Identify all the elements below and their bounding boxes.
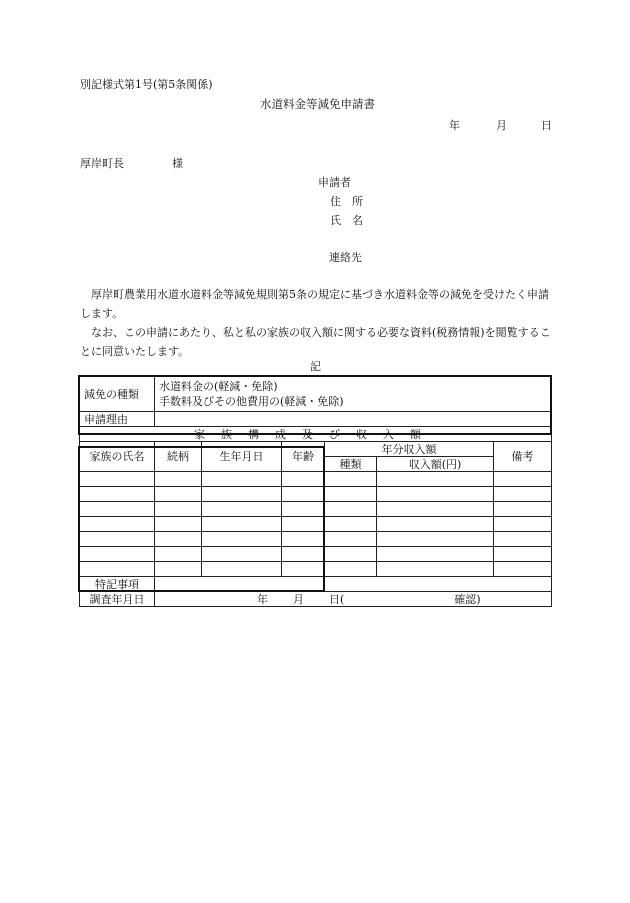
header-family-name: 家族の氏名	[80, 442, 155, 472]
table-row	[80, 547, 552, 562]
age-cell[interactable]	[282, 517, 325, 532]
exemption-type-row	[80, 377, 552, 412]
survey-date-label: 調査年月日	[80, 592, 155, 607]
birthdate-cell[interactable]	[202, 532, 282, 547]
remarks-cell[interactable]	[494, 487, 552, 502]
table-row	[80, 532, 552, 547]
notes-label: 特記事項	[80, 577, 155, 592]
addressee-honorific: 様	[172, 157, 183, 170]
applicant-name-label: 氏 名	[330, 214, 363, 227]
applicant-address-label: 住 所	[330, 195, 363, 208]
body-text	[80, 285, 552, 361]
birthdate-cell[interactable]	[202, 472, 282, 487]
income-amount-cell[interactable]	[377, 517, 494, 532]
survey-day-label: 日(	[329, 592, 345, 606]
income-amount-cell[interactable]	[377, 562, 494, 577]
notes-row	[80, 577, 552, 592]
applicant-contact-label: 連絡先	[329, 251, 362, 264]
body-paragraph-2: なお、この申請にあたり、私と私の家族の収入額に関する必要な資料(税務情報)を閲覧することに同意いたします。	[80, 326, 551, 358]
relation-cell[interactable]	[155, 547, 202, 562]
family-name-cell[interactable]	[80, 502, 155, 517]
relation-cell[interactable]	[155, 517, 202, 532]
birthdate-cell[interactable]	[202, 562, 282, 577]
header-annual-income: 年分収入額	[325, 442, 494, 457]
relation-cell[interactable]	[155, 502, 202, 517]
family-name-cell[interactable]	[80, 472, 155, 487]
age-cell[interactable]	[282, 472, 325, 487]
exemption-option-water[interactable]: 水道料金の(軽減・免除)	[159, 380, 278, 393]
remarks-cell[interactable]	[494, 472, 552, 487]
remarks-cell[interactable]	[494, 562, 552, 577]
income-amount-cell[interactable]	[377, 547, 494, 562]
age-cell[interactable]	[282, 532, 325, 547]
reason-row	[80, 412, 552, 427]
header-income-type: 種類	[325, 457, 377, 472]
form-number: 別記様式第1号(第5条関係)	[80, 78, 213, 91]
income-type-cell[interactable]	[325, 562, 377, 577]
survey-month-label: 月	[293, 592, 304, 606]
document-title: 水道料金等減免申請書	[260, 97, 375, 111]
header-income-amount: 収入額(円)	[377, 457, 494, 472]
exemption-option-fees[interactable]: 手数料及びその他費用の(軽減・免除)	[159, 395, 344, 408]
income-amount-cell[interactable]	[377, 502, 494, 517]
table-row	[80, 517, 552, 532]
table-row	[80, 472, 552, 487]
reason-label: 申請理由	[80, 412, 155, 427]
survey-date-row	[80, 592, 552, 607]
birthdate-cell[interactable]	[202, 487, 282, 502]
income-type-cell[interactable]	[325, 517, 377, 532]
date-month: 月	[496, 119, 507, 132]
relation-cell[interactable]	[155, 562, 202, 577]
income-amount-cell[interactable]	[377, 472, 494, 487]
header-relation: 続柄	[155, 442, 202, 472]
date-day: 日	[541, 119, 552, 132]
reason-field[interactable]	[155, 412, 552, 427]
family-name-cell[interactable]	[80, 532, 155, 547]
income-amount-cell[interactable]	[377, 532, 494, 547]
remarks-cell[interactable]	[494, 547, 552, 562]
table-row	[80, 487, 552, 502]
header-age: 年齢	[282, 442, 325, 472]
family-name-cell[interactable]	[80, 487, 155, 502]
section-title: 家族構成及び収入額	[80, 427, 552, 442]
relation-cell[interactable]	[155, 532, 202, 547]
survey-confirm-label: 確認)	[454, 592, 481, 606]
income-amount-cell[interactable]	[377, 487, 494, 502]
exemption-type-label: 減免の種類	[80, 377, 155, 412]
section-title-row	[80, 427, 552, 442]
birthdate-cell[interactable]	[202, 517, 282, 532]
table-row	[80, 562, 552, 577]
income-type-cell[interactable]	[325, 472, 377, 487]
income-type-cell[interactable]	[325, 487, 377, 502]
income-type-cell[interactable]	[325, 532, 377, 547]
addressee-name: 厚岸町長	[80, 157, 124, 170]
income-type-cell[interactable]	[325, 502, 377, 517]
notes-field[interactable]	[155, 577, 552, 592]
age-cell[interactable]	[282, 562, 325, 577]
survey-date-field[interactable]	[155, 592, 552, 607]
survey-year-label: 年	[257, 592, 268, 606]
relation-cell[interactable]	[155, 487, 202, 502]
remarks-cell[interactable]	[494, 517, 552, 532]
age-cell[interactable]	[282, 502, 325, 517]
date-year: 年	[449, 119, 460, 132]
body-paragraph-1: 厚岸町農業用水道水道料金等減免規則第5条の規定に基づき水道料金等の減免を受けたく申請します。	[80, 288, 549, 320]
remarks-cell[interactable]	[494, 532, 552, 547]
application-table	[79, 376, 552, 607]
remarks-cell[interactable]	[494, 502, 552, 517]
header-remarks: 備考	[494, 442, 552, 472]
age-cell[interactable]	[282, 487, 325, 502]
header-birthdate: 生年月日	[202, 442, 282, 472]
family-name-cell[interactable]	[80, 547, 155, 562]
table-row	[80, 502, 552, 517]
family-name-cell[interactable]	[80, 562, 155, 577]
birthdate-cell[interactable]	[202, 502, 282, 517]
header-row-1	[80, 442, 552, 457]
relation-cell[interactable]	[155, 472, 202, 487]
birthdate-cell[interactable]	[202, 547, 282, 562]
applicant-label: 申請者	[318, 176, 351, 189]
age-cell[interactable]	[282, 547, 325, 562]
exemption-options-cell	[155, 377, 552, 412]
ki-heading: 記	[310, 360, 321, 373]
family-name-cell[interactable]	[80, 517, 155, 532]
income-type-cell[interactable]	[325, 547, 377, 562]
